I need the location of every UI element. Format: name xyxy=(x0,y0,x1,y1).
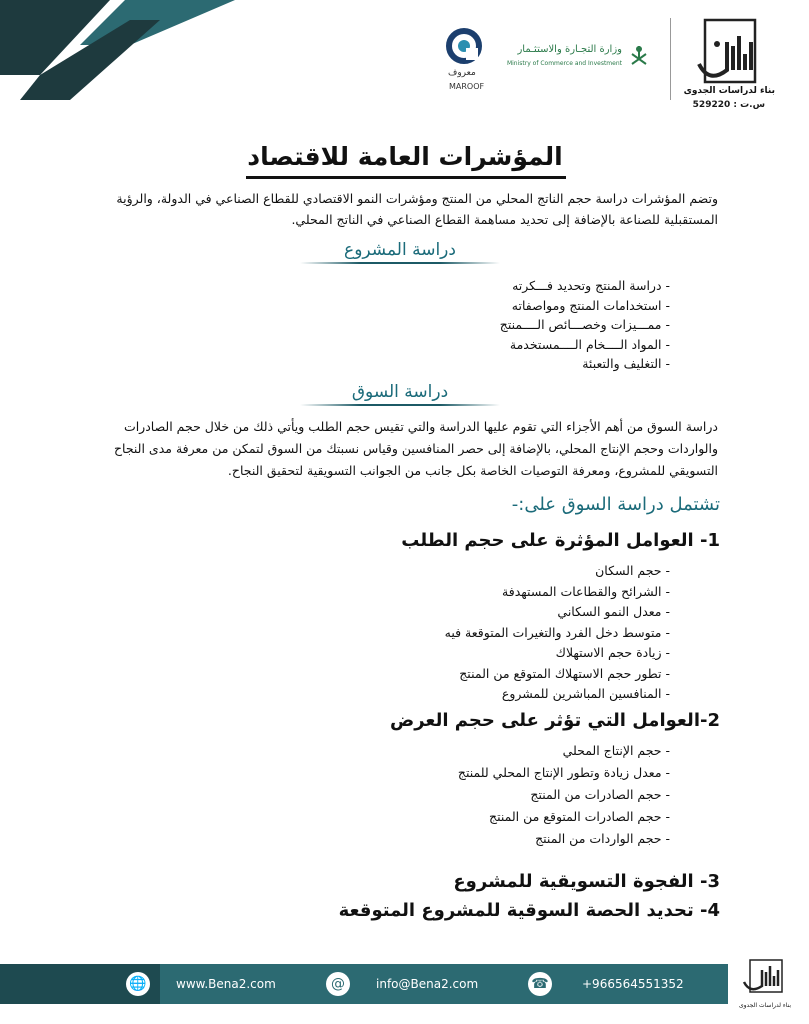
project-study-title: دراسة المشروع xyxy=(344,240,456,260)
email-link[interactable]: info@Bena2.com xyxy=(376,977,479,991)
list-item: - حجم الواردات من المنتج xyxy=(380,828,670,850)
market-study-paragraph: دراسة السوق من أهم الأجزاء التي تقوم عليها الدراسة والتي تقيس حجم الطلب ويأتي ذلك من خلال حجم الصادرات والواردات وحجم الإنتاج المحلي، بالإضافة إلى حصر المنافسين وقياس نسبتك من السوق لتمكن من معرفة مدى النجاح التسويقي للمشروع، ومعرفة التوصيات الخاصة بكل جانب من الجوانب التسويقية لتحقيق النجاح. xyxy=(113,419,718,478)
phone-link[interactable]: +966564551352 xyxy=(582,977,684,991)
list-item: - دراسة المنتج وتحديد فـــكرته xyxy=(440,276,670,296)
list-item: - المنافسين المباشرين للمشروع xyxy=(380,684,670,705)
footer-logo-name: بناء لدراسات الجدوى xyxy=(738,1002,792,1009)
list-item: - حجم الصادرات من المنتج xyxy=(380,784,670,806)
maroof-logo xyxy=(440,28,500,96)
footer-email[interactable] xyxy=(326,964,478,1004)
footer-website[interactable] xyxy=(126,964,276,1004)
at-icon: @ xyxy=(326,972,350,996)
list-item: - حجم الصادرات المتوقع من المنتج xyxy=(380,806,670,828)
demand-factors-list xyxy=(380,561,670,705)
market-includes-heading: تشتمل دراسة السوق على:- xyxy=(511,494,720,515)
footer-bena-logo xyxy=(738,958,792,1008)
list-item: - معدل النمو السكاني xyxy=(380,602,670,623)
list-item: - استخدامات المنتج ومواصفاته xyxy=(440,296,670,316)
saudi-emblem-icon xyxy=(628,44,650,70)
market-study-title: دراسة السوق xyxy=(351,382,449,402)
maroof-english: MAROOF xyxy=(449,82,485,91)
supply-factors-list xyxy=(380,740,670,850)
maroof-arabic: معروف xyxy=(448,68,476,78)
market-study-underline xyxy=(300,404,500,406)
phone-icon: ☎ xyxy=(528,972,552,996)
marketing-gap-heading: 3- الفجوة التسويقية للمشروع xyxy=(453,871,720,892)
header-decorative-stripes xyxy=(0,0,240,100)
list-item: - تطور حجم الاستهلاك المتوقع من المنتج xyxy=(380,664,670,685)
list-item: - التغليف والتعبئة xyxy=(440,354,670,374)
list-item: - معدل زيادة وتطور الإنتاج المحلي للمنتج xyxy=(380,762,670,784)
list-item: - حجم السكان xyxy=(380,561,670,582)
list-item: - المواد الــــخام الــــمستخدمة xyxy=(440,335,670,355)
globe-icon: 🌐 xyxy=(126,972,150,996)
list-item: - زيادة حجم الاستهلاك xyxy=(380,643,670,664)
bena-logo-mark-icon xyxy=(689,14,769,94)
project-study-list xyxy=(440,276,670,374)
list-item: - متوسط دخل الفرد والتغيرات المتوقعة فيه xyxy=(380,623,670,644)
title-underline xyxy=(246,176,566,179)
footer-phone[interactable] xyxy=(528,964,684,1004)
ministry-name-arabic: وزارة التجـارة والاستثـمار xyxy=(517,44,622,55)
ministry-name-english: Ministry of Commerce and Investment xyxy=(506,60,622,67)
list-item: - حجم الإنتاج المحلي xyxy=(380,740,670,762)
page-title: المؤشرات العامة للاقتصاد xyxy=(247,142,563,171)
ministry-logo xyxy=(505,38,650,84)
list-item: - ممـــيزات وخصـــائص الــــمنتج xyxy=(440,315,670,335)
header-divider xyxy=(670,18,671,100)
intro-paragraph: وتضم المؤشرات دراسة حجم الناتج المحلي من المنتج ومؤشرات النمو الاقتصادي للقطاع الصناعي في الدولة، والرؤية المستقبلية للصناعة بالإضافة إلى تحديد مساهمة القطاع الصناعي في الناتج المحلي. xyxy=(116,191,718,227)
maroof-mark-icon xyxy=(446,28,482,64)
project-study-underline xyxy=(300,262,500,264)
list-item: - الشرائح والقطاعات المستهدفة xyxy=(380,582,670,603)
supply-factors-heading: 2-العوامل التي تؤثر على حجم العرض xyxy=(390,710,720,731)
commercial-registration: س.ت : 529220 xyxy=(692,100,765,110)
bena-logo-name: بناء لدراسات الجدوى xyxy=(683,86,775,96)
website-link[interactable]: www.Bena2.com xyxy=(176,977,276,991)
demand-factors-heading: 1- العوامل المؤثرة على حجم الطلب xyxy=(401,530,720,551)
bena-logo xyxy=(689,14,769,94)
market-share-heading: 4- تحديد الحصة السوقية للمشروع المتوقعة xyxy=(338,900,720,921)
bena-logo-mark-icon xyxy=(738,958,792,998)
